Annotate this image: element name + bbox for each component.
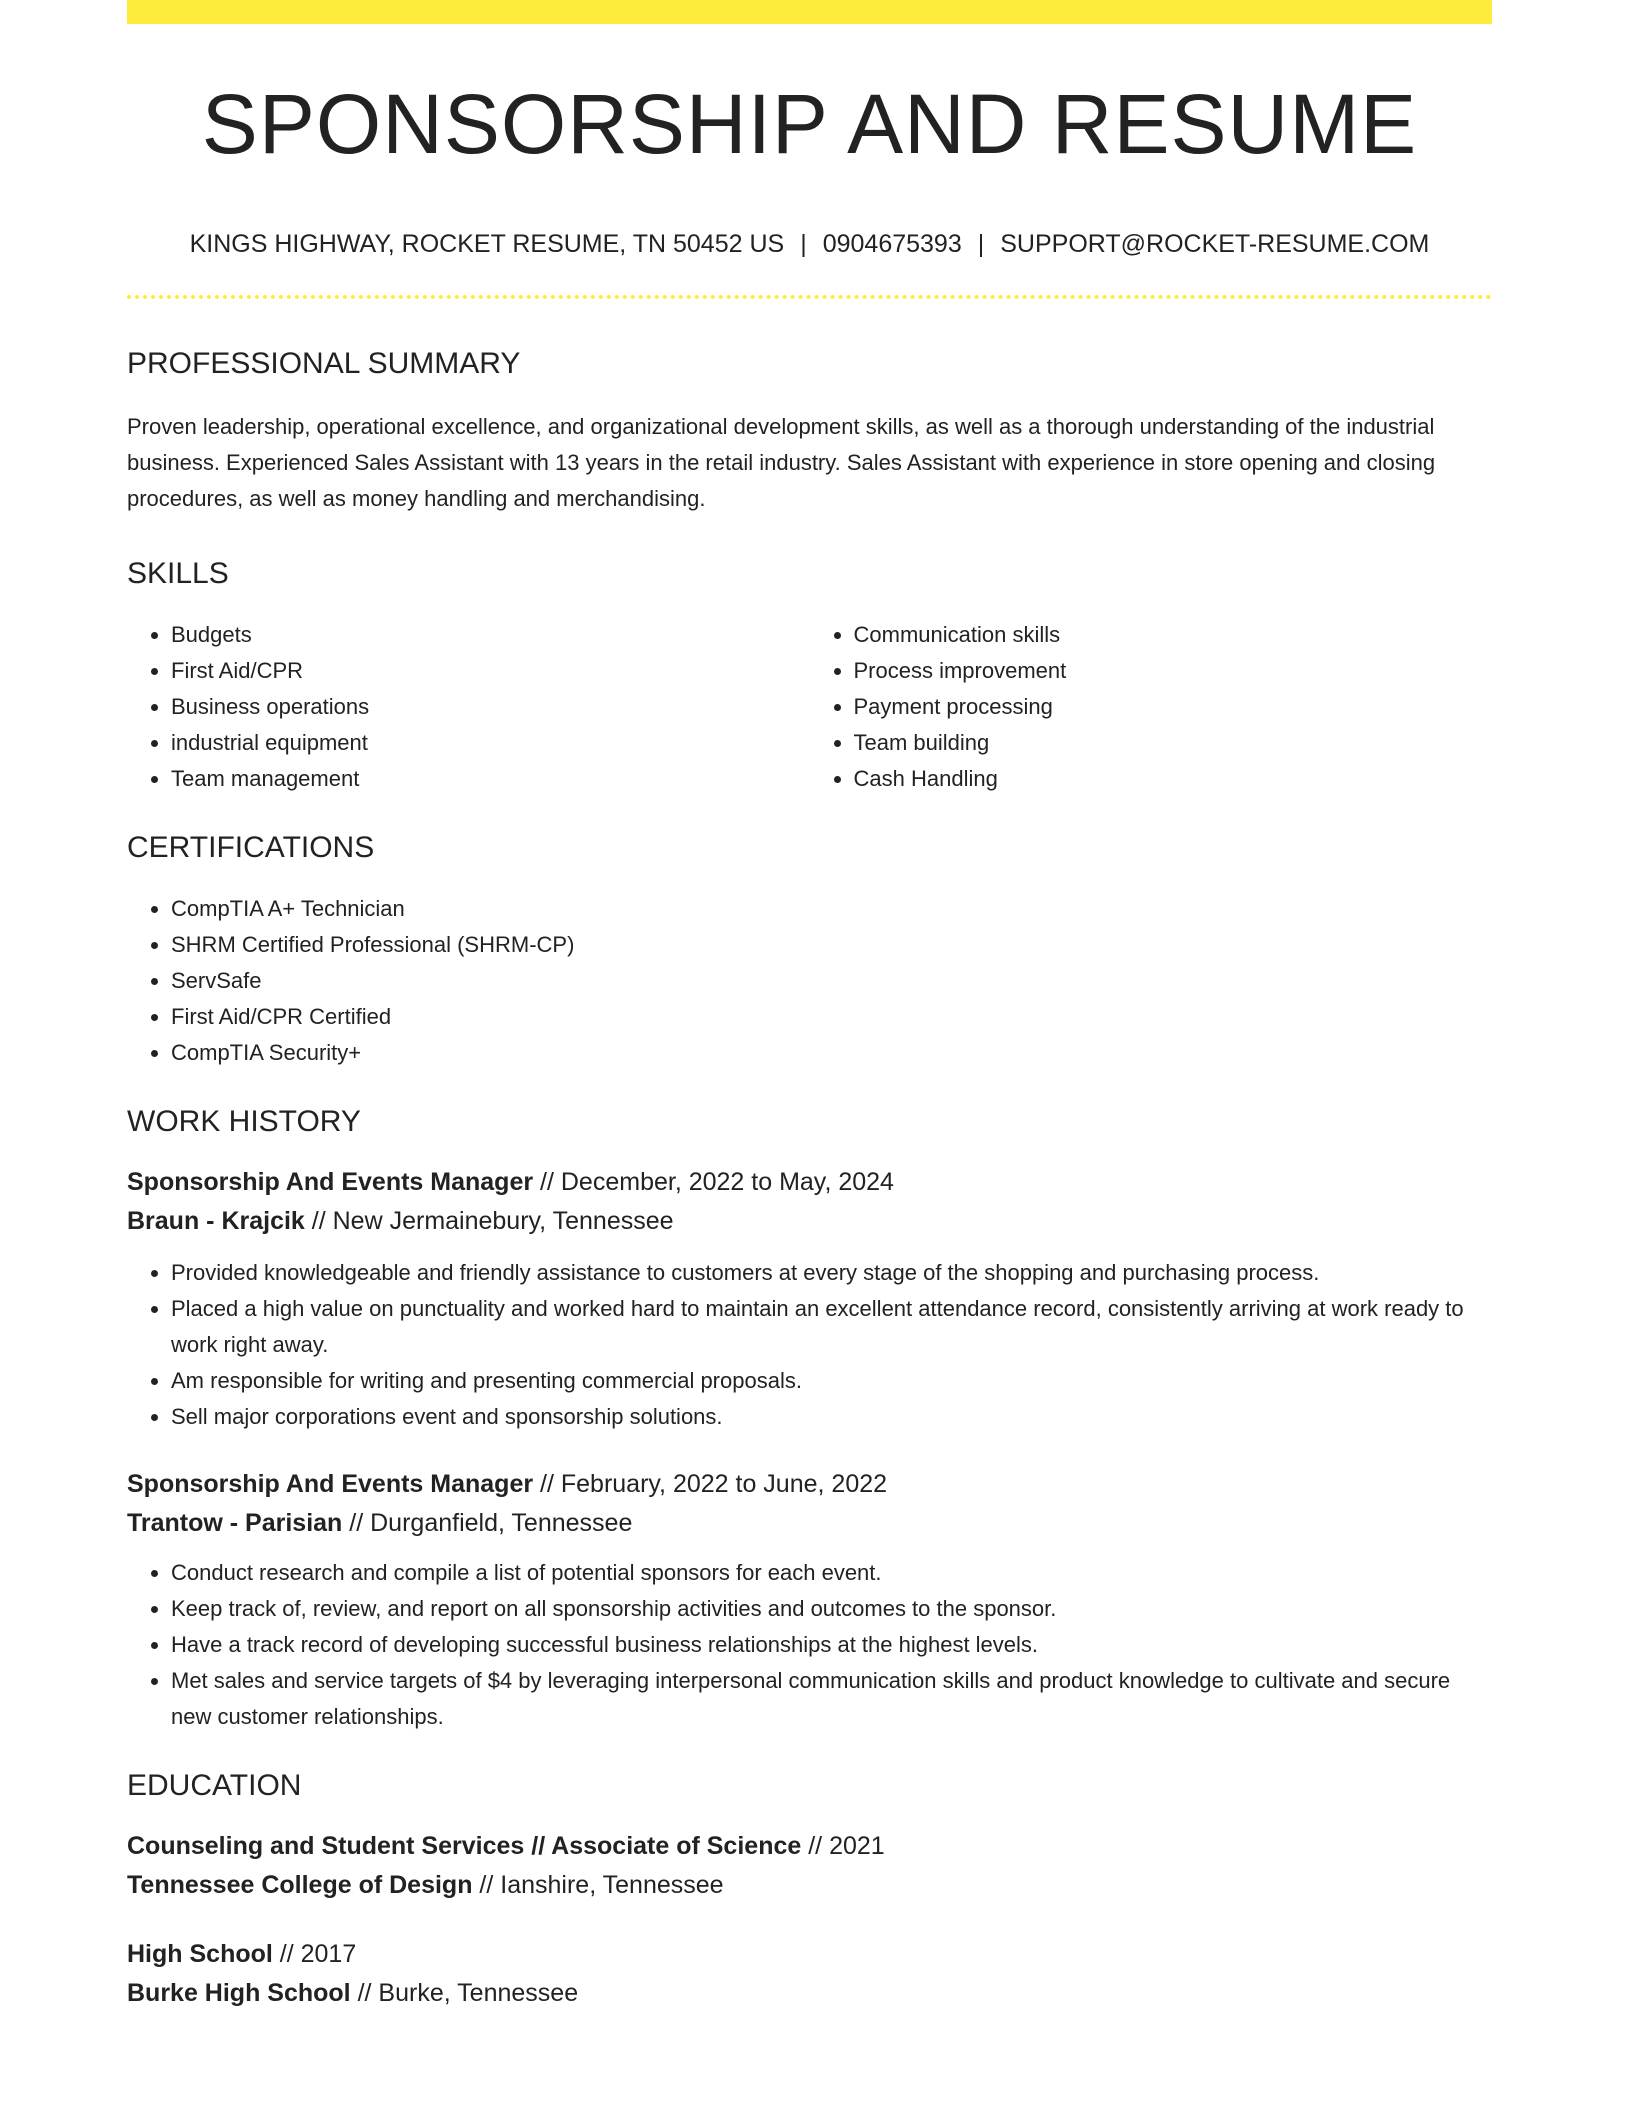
certification-item: • CompTIA Security+ [171, 1035, 1492, 1071]
section-heading: WORK HISTORY [127, 1105, 361, 1138]
section-heading: SKILLS [127, 557, 229, 590]
job-title: Sponsorship And Events Manager [127, 1168, 534, 1196]
skills-list-left [127, 617, 810, 797]
job-bullet: • Sell major corporations event and sponsorship solutions. [171, 1399, 1492, 1435]
job-company-line [127, 1504, 1492, 1543]
job-title-line [127, 1465, 1492, 1504]
job-bullet: • Am responsible for writing and presenting commercial proposals. [171, 1363, 1492, 1399]
certifications-list [127, 891, 1492, 1071]
skill-item: • Business operations [171, 689, 810, 725]
summary-text: Proven leadership, operational excellence, and organizational development skills, as well as a thorough understanding of the industrial business. Experienced Sales Assistant with 13 years in the retail industry. Sales Assistant with experience in store opening and closing procedures, as well as money handling and merchandising. [127, 414, 1436, 511]
education-entry [127, 1827, 1492, 1905]
job-company: Braun - Krajcik [127, 1207, 305, 1235]
skill-item: • First Aid/CPR [171, 653, 810, 689]
degree-line [127, 1827, 1492, 1866]
resume-title: SPONSORSHIP AND RESUME [201, 77, 1418, 171]
job-bullet: • Provided knowledgeable and friendly assistance to customers at every stage of the shopping and purchasing process. [171, 1255, 1492, 1291]
job-dates: // February, 2022 to June, 2022 [533, 1470, 888, 1498]
skill-item: • Communication skills [854, 617, 1493, 653]
job-company-line [127, 1202, 1492, 1241]
job-bullet: • Placed a high value on punctuality and worked hard to maintain an excellent attendance record, consistently arriving at work ready to work right away. [171, 1291, 1492, 1363]
skill-item: • industrial equipment [171, 725, 810, 761]
job-location: // New Jermainebury, Tennessee [304, 1207, 674, 1235]
job-bullet: • Keep track of, review, and report on all sponsorship activities and outcomes to the sponsor. [171, 1591, 1492, 1627]
job-bullet: • Met sales and service targets of $4 by leveraging interpersonal communication skills and product knowledge to cultivate and secure new customer relationships. [171, 1663, 1492, 1735]
school-location: // Burke, Tennessee [350, 1979, 579, 2007]
section-heading: PROFESSIONAL SUMMARY [127, 347, 521, 380]
skill-item: • Cash Handling [854, 761, 1493, 797]
phone-text: 0904675393 [822, 230, 962, 258]
skills-list-right [810, 617, 1493, 797]
job-entry [127, 1465, 1492, 1735]
email-text: SUPPORT@ROCKET-RESUME.COM [1000, 230, 1430, 258]
skills-columns [127, 617, 1492, 797]
job-bullets [127, 1555, 1492, 1735]
degree-year: // 2017 [272, 1940, 357, 1968]
job-title: Sponsorship And Events Manager [127, 1470, 534, 1498]
contact-line [127, 232, 1492, 257]
job-bullets [127, 1255, 1492, 1435]
school-location: // Ianshire, Tennessee [472, 1871, 724, 1899]
address-text: KINGS HIGHWAY, ROCKET RESUME, TN 50452 US [189, 230, 785, 258]
certification-item: • ServSafe [171, 963, 1492, 999]
skill-item: • Team management [171, 761, 810, 797]
dotted-divider [127, 295, 1492, 299]
contact-separator: | [977, 230, 985, 258]
job-bullet: • Have a track record of developing successful business relationships at the highest levels. [171, 1627, 1492, 1663]
certification-item: • CompTIA A+ Technician [171, 891, 1492, 927]
section-heading: CERTIFICATIONS [127, 831, 375, 864]
certification-item: • SHRM Certified Professional (SHRM-CP) [171, 927, 1492, 963]
job-location: // Durganfield, Tennessee [342, 1509, 633, 1537]
degree-year: // 2021 [801, 1832, 885, 1860]
skill-item: • Payment processing [854, 689, 1493, 725]
degree-line [127, 1935, 1492, 1974]
job-title-line [127, 1163, 1492, 1202]
skill-item: • Process improvement [854, 653, 1493, 689]
education-section [127, 1771, 1492, 2013]
job-entry [127, 1163, 1492, 1435]
degree-name: High School [127, 1940, 273, 1968]
degree-name: Counseling and Student Services // Associate of Science [127, 1832, 802, 1860]
skill-item: • Budgets [171, 617, 810, 653]
school-line [127, 1866, 1492, 1905]
job-dates: // December, 2022 to May, 2024 [533, 1168, 894, 1196]
job-bullet: • Conduct research and compile a list of potential sponsors for each event. [171, 1555, 1492, 1591]
school-name: Burke High School [127, 1979, 351, 2007]
contact-separator: | [800, 230, 807, 258]
school-line [127, 1974, 1492, 2013]
skill-item: • Team building [854, 725, 1493, 761]
resume-content [127, 0, 1492, 2013]
job-company: Trantow - Parisian [127, 1509, 343, 1537]
education-entry [127, 1935, 1492, 2013]
summary-section [127, 349, 1492, 517]
section-heading: EDUCATION [127, 1769, 302, 1802]
work-history-section [127, 1107, 1492, 1735]
accent-bar [127, 0, 1492, 24]
certification-item: • First Aid/CPR Certified [171, 999, 1492, 1035]
school-name: Tennessee College of Design [127, 1871, 473, 1899]
skills-section [127, 559, 1492, 797]
certifications-section [127, 833, 1492, 1071]
